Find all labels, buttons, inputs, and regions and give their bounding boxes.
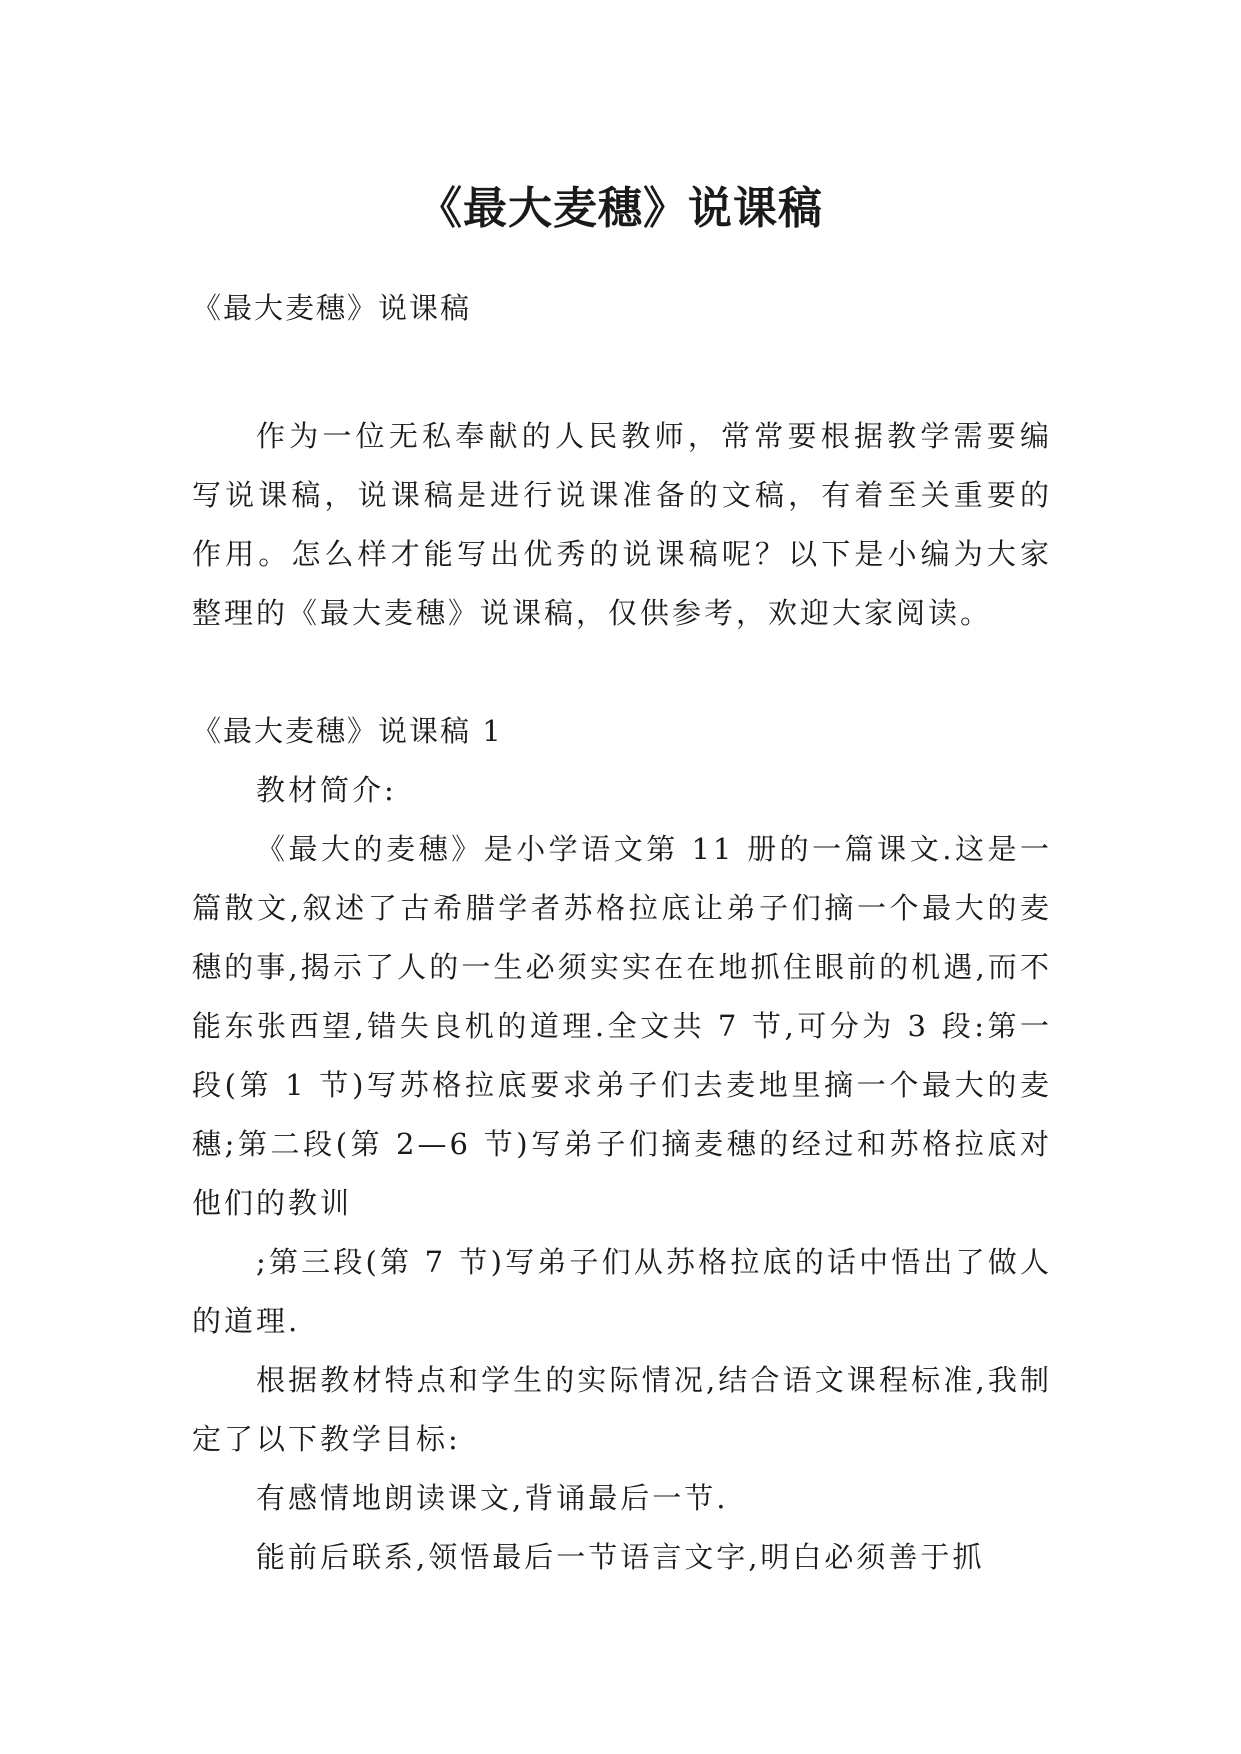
- intro-block: [192, 407, 1052, 643]
- paragraph-teaching-goals-intro: 根据教材特点和学生的实际情况,结合语文课程标准,我制定了以下教学目标:: [192, 1363, 1052, 1456]
- document-subtitle: 《最大麦穗》说课稿: [192, 291, 472, 325]
- paragraph-third-section: ;第三段(第 7 节)写弟子们从苏格拉底的话中悟出了做人的道理.: [192, 1245, 1052, 1338]
- section-heading: 《最大麦穗》说课稿 1: [192, 714, 503, 748]
- paragraph-textbook-summary: 《最大的麦穗》是小学语文第 11 册的一篇课文.这是一篇散文,叙述了古希腊学者苏格拉底让弟子们摘一个最大的麦穗的事,揭示了人的一生必须实实在在地抓住眼前的机遇,而不能东张西望,错失良机的道理.全文共 7 节,可分为 3 段:第一段(第 1 节)写苏格拉底要求弟子们去麦地里摘一个最大的麦穗;第二段(第 2—6 节)写弟子们摘麦穗的经过和苏格拉底对他们的教训: [192, 832, 1052, 1220]
- paragraph-goal-2: 能前后联系,领悟最后一节语言文字,明白必须善于抓: [256, 1540, 985, 1574]
- paragraph-goal-1: 有感情地朗读课文,背诵最后一节.: [256, 1481, 729, 1515]
- paragraph-textbook-intro-label: 教材简介:: [256, 773, 397, 807]
- intro-paragraph: 作为一位无私奉献的人民教师，常常要根据教学需要编写说课稿，说课稿是进行说课准备的文稿，有着至关重要的作用。怎么样才能写出优秀的说课稿呢？以下是小编为大家整理的《最大麦穗》说课稿，仅供参考，欢迎大家阅读。: [192, 419, 1052, 630]
- document-title: 《最大麦穗》说课稿: [418, 183, 823, 235]
- section-1: [192, 702, 1052, 1587]
